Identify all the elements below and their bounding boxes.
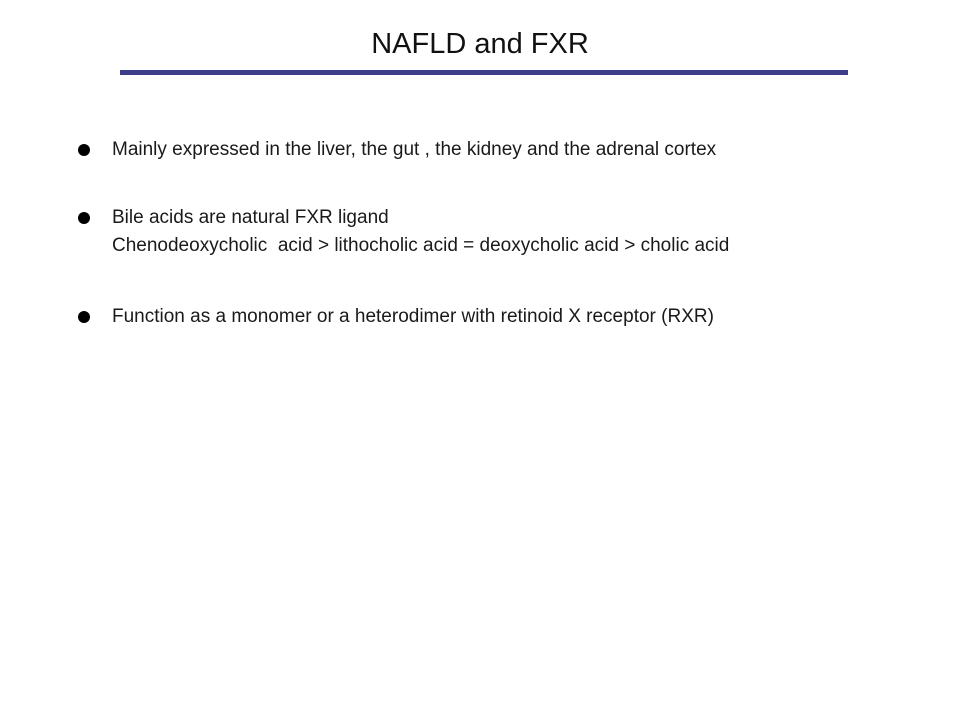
bullet-text [112, 303, 938, 331]
bullet-text [112, 204, 938, 260]
title-underline [120, 70, 848, 75]
bullet-item [78, 303, 938, 331]
bullet-line: Mainly expressed in the liver, the gut , the kidney and the adrenal cortex [112, 139, 717, 160]
bullet-text [112, 136, 938, 164]
bullet-line: Chenodeoxycholic acid > lithocholic acid = deoxycholic acid > cholic acid [112, 235, 730, 256]
slide-title: NAFLD and FXR [371, 28, 589, 60]
bullet-line: Bile acids are natural FXR ligand [112, 207, 389, 228]
bullet-item [78, 204, 938, 260]
bullet-line: Function as a monomer or a heterodimer with retinoid X receptor (RXR) [112, 306, 714, 327]
bullet-dot-icon [78, 144, 90, 156]
bullet-dot-icon [78, 212, 90, 224]
bullet-dot-icon [78, 311, 90, 323]
bullet-item [78, 136, 938, 164]
